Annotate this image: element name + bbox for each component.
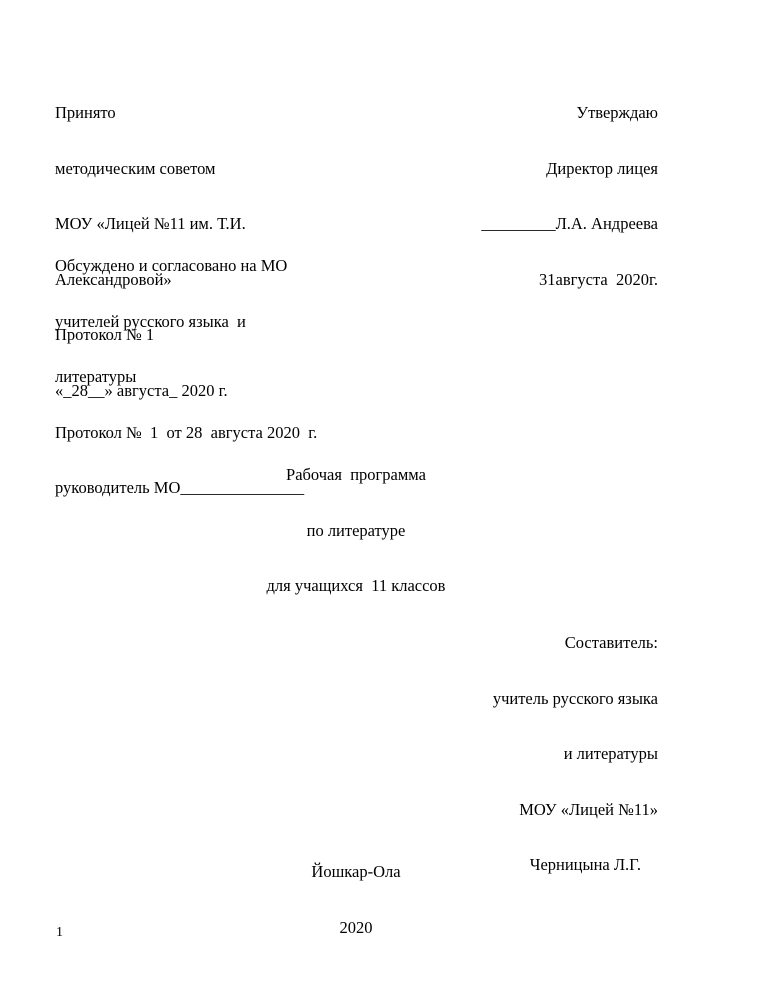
author-line: учитель русского языка [492,688,658,708]
city-name: Йошкар-Ола [311,862,401,881]
discussed-line: учителей русского языка и [55,311,246,331]
page-number: 1 [56,925,63,940]
author-block [493,597,658,912]
accepted-line: Александровой» [55,269,172,289]
author-line: Черницына Л.Г. [529,855,641,874]
approve-line: 31августа 2020г. [539,269,658,289]
footer-block [256,826,456,974]
year: 2020 [339,917,373,937]
discussed-line: руководитель МО_______________ [55,478,305,497]
approve-line: Директор лицея [546,158,658,178]
accepted-line: Протокол № 1 [55,325,155,344]
approve-line: _________Л.А. Андреева [481,214,658,233]
title-line: Рабочая программа [286,465,426,484]
accepted-line: Принято [55,103,116,122]
author-line: и литературы [563,744,658,763]
author-line: Составитель: [564,633,658,652]
accepted-line: «_28__» августа_ 2020 г. [55,380,228,400]
accepted-line: МОУ «Лицей №11 им. Т.И. [55,214,246,233]
author-line: МОУ «Лицей №11» [519,799,658,819]
approve-line: Утверждаю [576,103,658,122]
discussed-line: Протокол № 1 от 28 августа 2020 г. [55,422,318,442]
title-line: для учащихся 11 классов [266,576,446,595]
approve-block [481,67,658,326]
discussed-line: Обсуждено и согласовано на МО [55,256,288,275]
program-title [200,429,512,633]
discussed-line: литературы [55,367,137,386]
accepted-line: методическим советом [55,158,216,178]
title-line: по литературе [306,520,406,540]
